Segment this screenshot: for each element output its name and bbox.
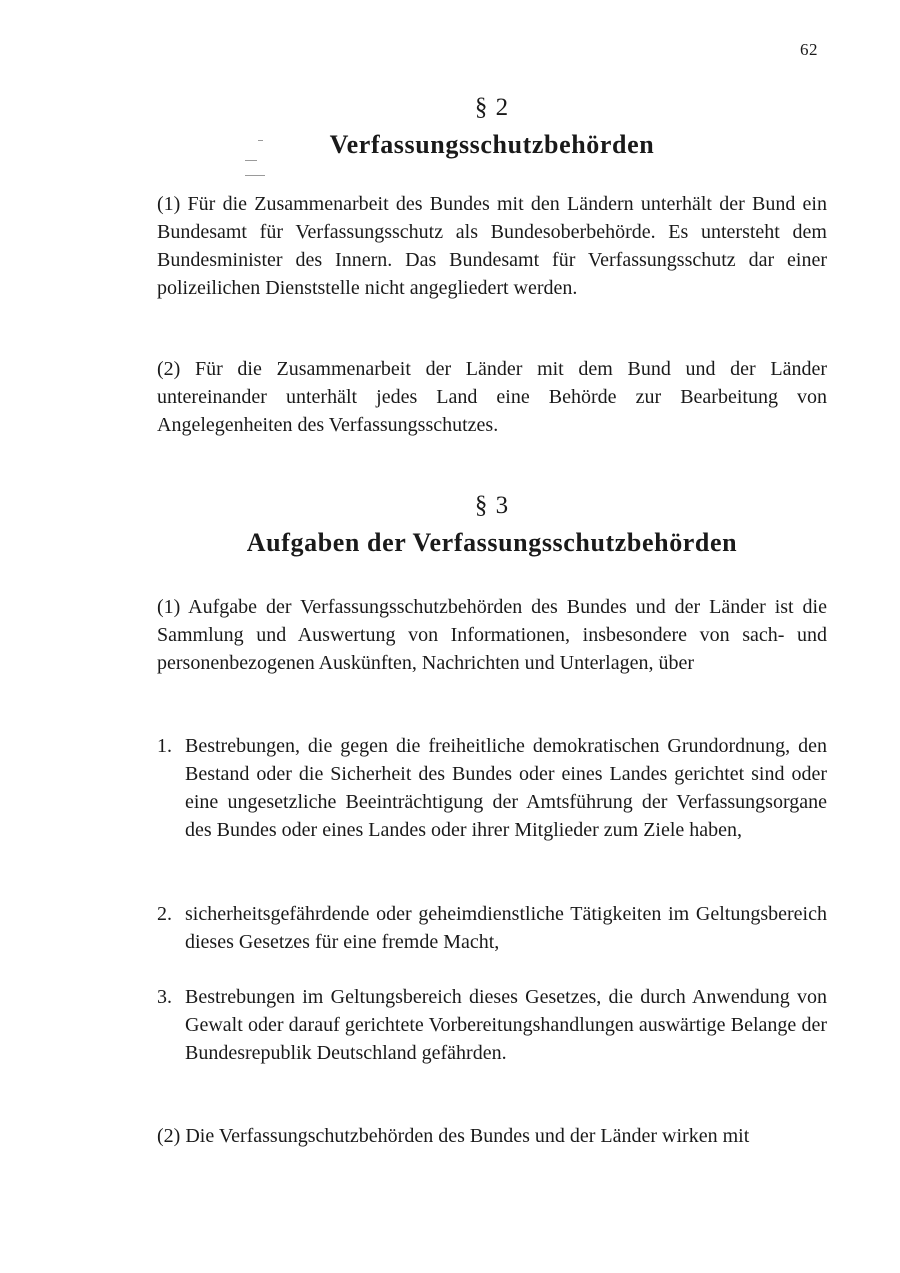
section-2-paragraph-1: (1) Für die Zusammenarbeit des Bundes mit den Ländern unterhält der Bund ein Bundesamt für Verfassungsschutz als Bundesoberbehörde. Es untersteht dem Bundesminister des Innern. Das Bundesamt für Verfassungsschutz dar einer polizeilichen Dienststelle nicht angegliedert werden. [157, 193, 827, 299]
list-item [157, 900, 827, 956]
section-2-title: Verfassungsschutzbehörden [329, 130, 655, 159]
section-3-number: § 3 [474, 492, 510, 519]
list-item-text: sicherheitsgefährdende oder geheimdienstliche Tätigkeiten im Geltungsbereich dieses Gesetzes für eine fremde Macht, [185, 903, 827, 953]
list-item-text: Bestrebungen, die gegen die freiheitliche demokratischen Grundordnung, den Bestand oder die Sicherheit des Bundes oder eines Landes gerichtet sind oder eine ungesetzliche Beeinträchtigung der Amtsführung der Verfassungsorgane des Bundes oder eines Landes oder ihrer Mitglieder zum Ziele haben, [185, 735, 827, 841]
list-item [157, 983, 827, 1067]
section-2-paragraph-2: (2) Für die Zusammenarbeit der Länder mit dem Bund und der Länder untereinander unterhält jedes Land eine Behörde zur Bearbeitung von Angelegenheiten des Verfassungsschutzes. [157, 358, 827, 436]
section-2-number: § 2 [474, 94, 510, 121]
list-item [157, 732, 827, 844]
list-item-text: Bestrebungen im Geltungsbereich dieses Gesetzes, die durch Anwendung von Gewalt oder darauf gerichtete Vorbereitungshandlungen auswärtige Belange der Bundesrepublik Deutschland gefährden. [185, 986, 827, 1064]
scan-speck [245, 160, 257, 161]
scan-speck [245, 175, 265, 176]
list-item-number: 2. [157, 903, 172, 925]
list-item-number: 1. [157, 735, 172, 757]
page-number: 62 [800, 40, 818, 59]
section-3-title: Aufgaben der Verfassungsschutzbehörden [246, 528, 738, 557]
list-item-number: 3. [157, 986, 172, 1008]
section-3-intro-paragraph: (1) Aufgabe der Verfassungsschutzbehörden des Bundes und der Länder ist die Sammlung und Auswertung von Informationen, insbesondere von sach- und personenbezogenen Auskünften, Nachrichten und Unterlagen, über [157, 596, 827, 674]
section-3-closing-paragraph: (2) Die Verfassungschutzbehörden des Bundes und der Länder wirken mit [157, 1125, 750, 1147]
